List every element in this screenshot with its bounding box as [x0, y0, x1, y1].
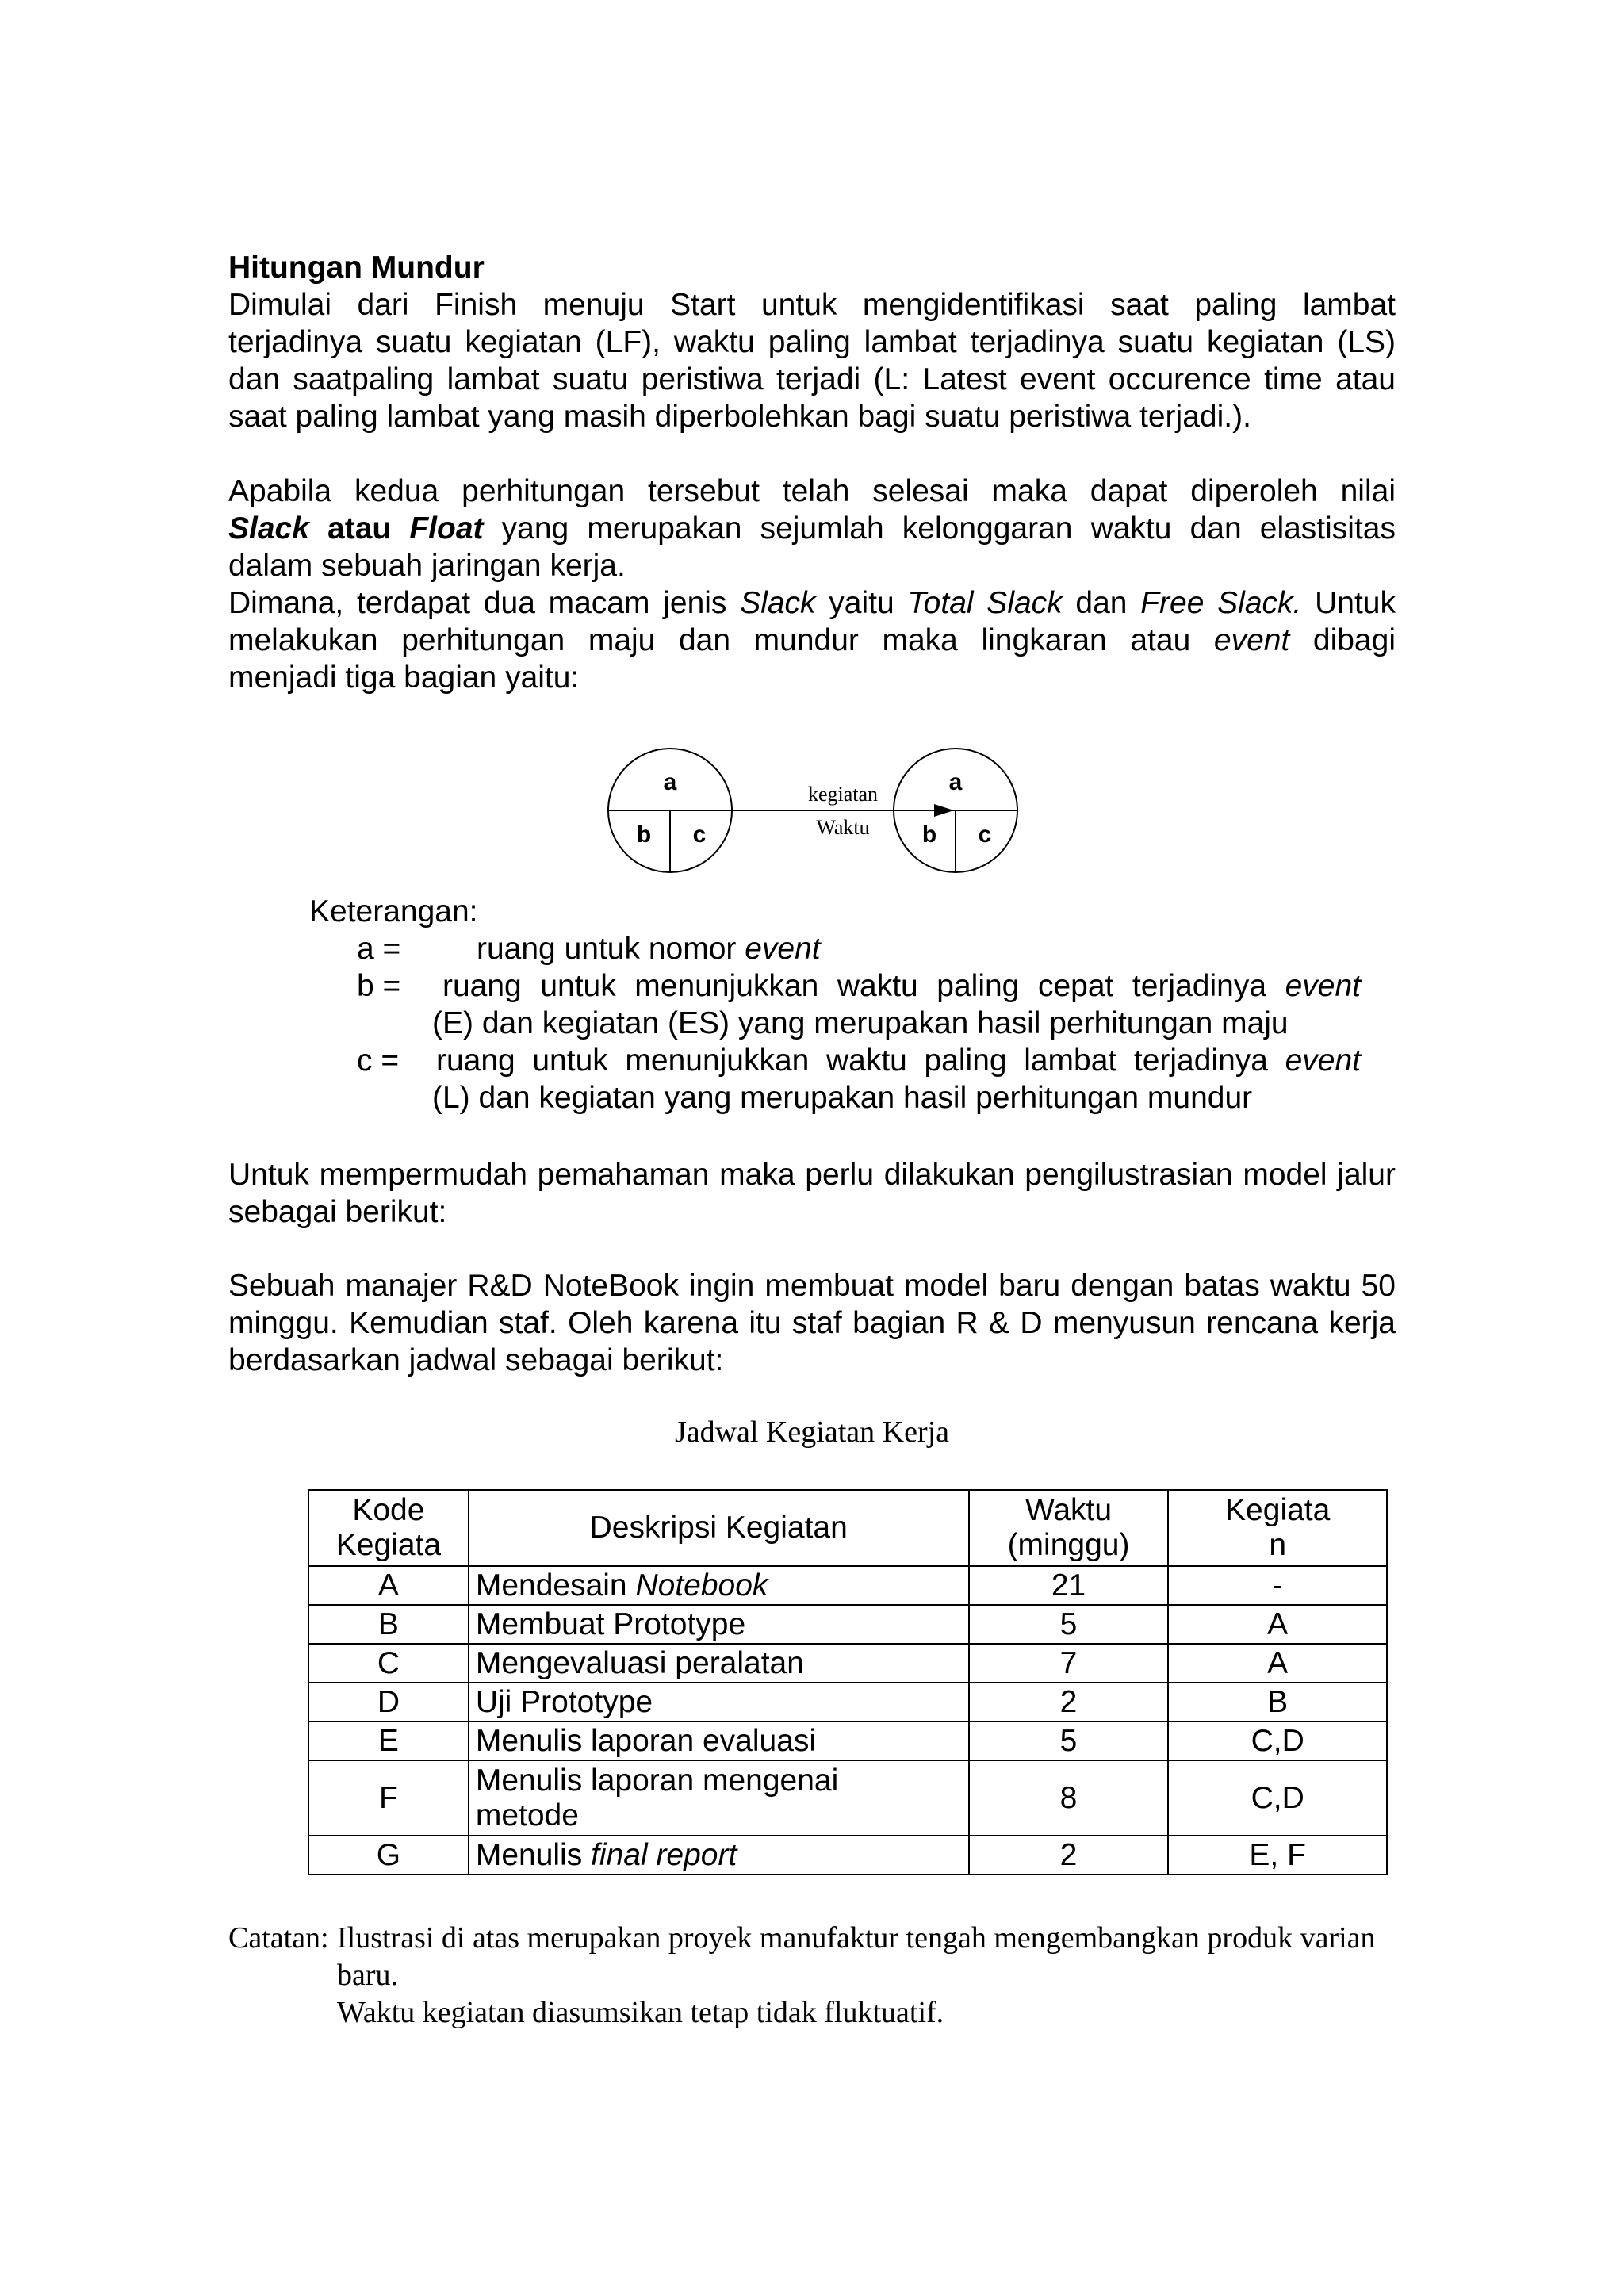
header-deskripsi: Deskripsi Kegiatan: [469, 1490, 969, 1566]
legend-text-b-cont: (E) dan kegiatan (ES) yang merupakan hasil perhitungan maju: [432, 1006, 1289, 1040]
header-text: Waktu: [1025, 1493, 1113, 1527]
legend-label-a: a =: [357, 932, 401, 966]
text-line: berdasarkan jadwal sebagai berikut:: [228, 1343, 724, 1377]
keterangan-title: Keterangan:: [309, 894, 478, 929]
text-line: Apabila kedua perhitungan tersebut telah selesai maka dapat diperoleh nilai: [228, 474, 1396, 508]
node-label-b: b: [921, 821, 937, 848]
text-fragment: Dimana, terdapat dua macam jenis: [228, 586, 741, 620]
cell-kegiatan: B: [1168, 1683, 1387, 1721]
term-event: event: [1285, 969, 1361, 1003]
legend-label-b: b =: [357, 969, 401, 1003]
text-line: [442, 967, 1361, 1005]
header-text: Kegiata: [335, 1528, 442, 1562]
text-fragment: ruang untuk nomor: [477, 932, 745, 966]
note-line: Waktu kegiatan diasumsikan tetap tidak fluktuatif.: [337, 1996, 944, 2029]
cell-deskripsi: Uji Prototype: [469, 1683, 969, 1721]
cell-waktu: 8: [969, 1760, 1169, 1836]
paragraph-hitungan-mundur: [228, 286, 1396, 435]
event-node-right: [894, 749, 1017, 872]
node-label-c: c: [978, 821, 992, 848]
text-line: Untuk mempermudah pemahaman maka perlu dilakukan pengilustrasian model jalur: [228, 1158, 1396, 1192]
cell-kode: C: [308, 1644, 469, 1683]
header-text: (minggu): [1007, 1528, 1130, 1562]
cell-kegiatan: -: [1168, 1566, 1387, 1605]
text-fragment: metode: [475, 1798, 579, 1833]
cell-waktu: 5: [969, 1721, 1169, 1760]
cell-waktu: 2: [969, 1836, 1169, 1875]
table-row: [308, 1605, 1387, 1644]
table-row: [308, 1644, 1387, 1683]
legend-text-b: [442, 967, 1361, 1005]
text-fragment: Mendesain: [475, 1568, 636, 1603]
paragraph-slack-float: [228, 473, 1396, 584]
legend-text-a: [477, 930, 821, 967]
paragraph-manajer: [228, 1267, 1396, 1379]
text-fragment: ruang untuk menunjukkan waktu paling lambat terjadinya: [436, 1044, 1285, 1078]
header-kode: [308, 1490, 469, 1566]
cell-deskripsi: Membuat Prototype: [469, 1605, 969, 1644]
text-fragment: final report: [591, 1837, 737, 1872]
table-row: [308, 1566, 1387, 1605]
term-slack: Slack: [740, 586, 816, 620]
note-line: Ilustrasi di atas merupakan proyek manufaktur tengah mengembangkan produk varian: [337, 1921, 1376, 1955]
legend-label-c: c =: [357, 1044, 400, 1078]
table-header-row: [308, 1490, 1387, 1566]
note-label: Catatan:: [228, 1921, 329, 1955]
cell-deskripsi: [469, 1836, 969, 1875]
node-label-c: c: [692, 821, 707, 848]
cell-kode: D: [308, 1683, 469, 1721]
text-line: saat paling lambat yang masih diperbolehkan bagi suatu peristiwa terjadi.).: [228, 400, 1251, 434]
header-text: Kode: [352, 1493, 425, 1527]
arrow-label-waktu: Waktu: [816, 816, 870, 839]
cell-kegiatan: C,D: [1168, 1760, 1387, 1836]
cell-waktu: 7: [969, 1644, 1169, 1683]
cell-kegiatan: E, F: [1168, 1836, 1387, 1875]
header-waktu: [969, 1490, 1169, 1566]
node-label-a: a: [948, 769, 963, 795]
event-node-diagram: [603, 745, 1023, 876]
text-fragment: yang merupakan sejumlah kelonggaran waktu dan elastisitas: [483, 511, 1396, 546]
table-row: [308, 1836, 1387, 1875]
term-event: event: [745, 932, 821, 966]
table-row: [308, 1683, 1387, 1721]
cell-kegiatan: A: [1168, 1605, 1387, 1644]
text-line: Sebuah manajer R&D NoteBook ingin membuat model baru dengan batas waktu 50: [228, 1269, 1396, 1303]
term-event: event: [1213, 623, 1290, 657]
note-line: baru.: [337, 1959, 399, 1992]
text-line: minggu. Kemudian staf. Oleh karena itu staf bagian R & D menyusun rencana kerja: [228, 1306, 1396, 1340]
cell-waktu: 21: [969, 1566, 1169, 1605]
arrow-label-kegiatan: kegiatan: [807, 783, 879, 806]
header-text: n: [1269, 1528, 1287, 1562]
table-row: [308, 1721, 1387, 1760]
activity-schedule-table: [308, 1489, 1388, 1875]
term-event: event: [1285, 1044, 1361, 1078]
text-line: dalam sebuah jaringan kerja.: [228, 549, 626, 583]
text-fragment: Menulis laporan mengenai: [475, 1763, 839, 1798]
text-line: [228, 622, 1396, 659]
text-line: [228, 510, 1396, 547]
legend-text-c-cont: (L) dan kegiatan yang merupakan hasil perhitungan mundur: [432, 1081, 1253, 1115]
legend-text-c: [436, 1042, 1361, 1079]
cell-kode: A: [308, 1566, 469, 1605]
text-fragment: Notebook: [635, 1568, 768, 1603]
cell-kode: B: [308, 1605, 469, 1644]
text-fragment: melakukan perhitungan maju dan mundur maka lingkaran atau: [228, 623, 1214, 657]
cell-deskripsi: [469, 1566, 969, 1605]
text-fragment: ruang untuk menunjukkan waktu paling cepat terjadinya: [442, 969, 1285, 1003]
text-line: terjadinya suatu kegiatan (LF), waktu paling lambat terjadinya suatu kegiatan (LS): [228, 325, 1396, 359]
cell-kode: G: [308, 1836, 469, 1875]
cell-deskripsi: Menulis laporan evaluasi: [469, 1721, 969, 1760]
cell-waktu: 2: [969, 1683, 1169, 1721]
text-fragment: dan: [1062, 586, 1141, 620]
table-row: [308, 1760, 1387, 1836]
cell-kegiatan: C,D: [1168, 1721, 1387, 1760]
text-line: [228, 584, 1396, 622]
text-line: [436, 1042, 1361, 1079]
text-line: menjadi tiga bagian yaitu:: [228, 661, 580, 695]
text-fragment: yaitu: [815, 586, 908, 620]
text-line: Dimulai dari Finish menuju Start untuk mengidentifikasi saat paling lambat: [228, 288, 1396, 322]
text-fragment: Untuk: [1301, 586, 1396, 620]
term-free-slack: Free Slack.: [1140, 586, 1302, 620]
text-fragment: Menulis: [475, 1837, 592, 1872]
cell-kegiatan: A: [1168, 1644, 1387, 1683]
cell-kode: F: [308, 1760, 469, 1836]
cell-deskripsi: [469, 1760, 969, 1836]
cell-waktu: 5: [969, 1605, 1169, 1644]
node-label-a: a: [663, 769, 677, 795]
cell-deskripsi: Mengevaluasi peralatan: [469, 1644, 969, 1683]
header-kegiatan: [1168, 1490, 1387, 1566]
section-heading: Hitungan Mundur: [228, 251, 485, 285]
paragraph-ilustrasi: [228, 1156, 1396, 1231]
term-float: Float: [409, 511, 484, 546]
text-line: sebagai berikut:: [228, 1195, 447, 1229]
text-fragment: dibagi: [1289, 623, 1396, 657]
text-line: dan saatpaling lambat suatu peristiwa terjadi (L: Latest event occurence time atau: [228, 362, 1396, 396]
paragraph-jenis-slack: [228, 584, 1396, 696]
event-node-left: [608, 749, 732, 872]
term-slack: Slack: [228, 511, 309, 546]
node-label-b: b: [636, 821, 652, 848]
term-atau: atau: [308, 511, 410, 546]
cell-kode: E: [308, 1721, 469, 1760]
table-caption: Jadwal Kegiatan Kerja: [674, 1415, 950, 1449]
term-total-slack: Total Slack: [907, 586, 1063, 620]
header-text: Kegiata: [1225, 1493, 1331, 1527]
